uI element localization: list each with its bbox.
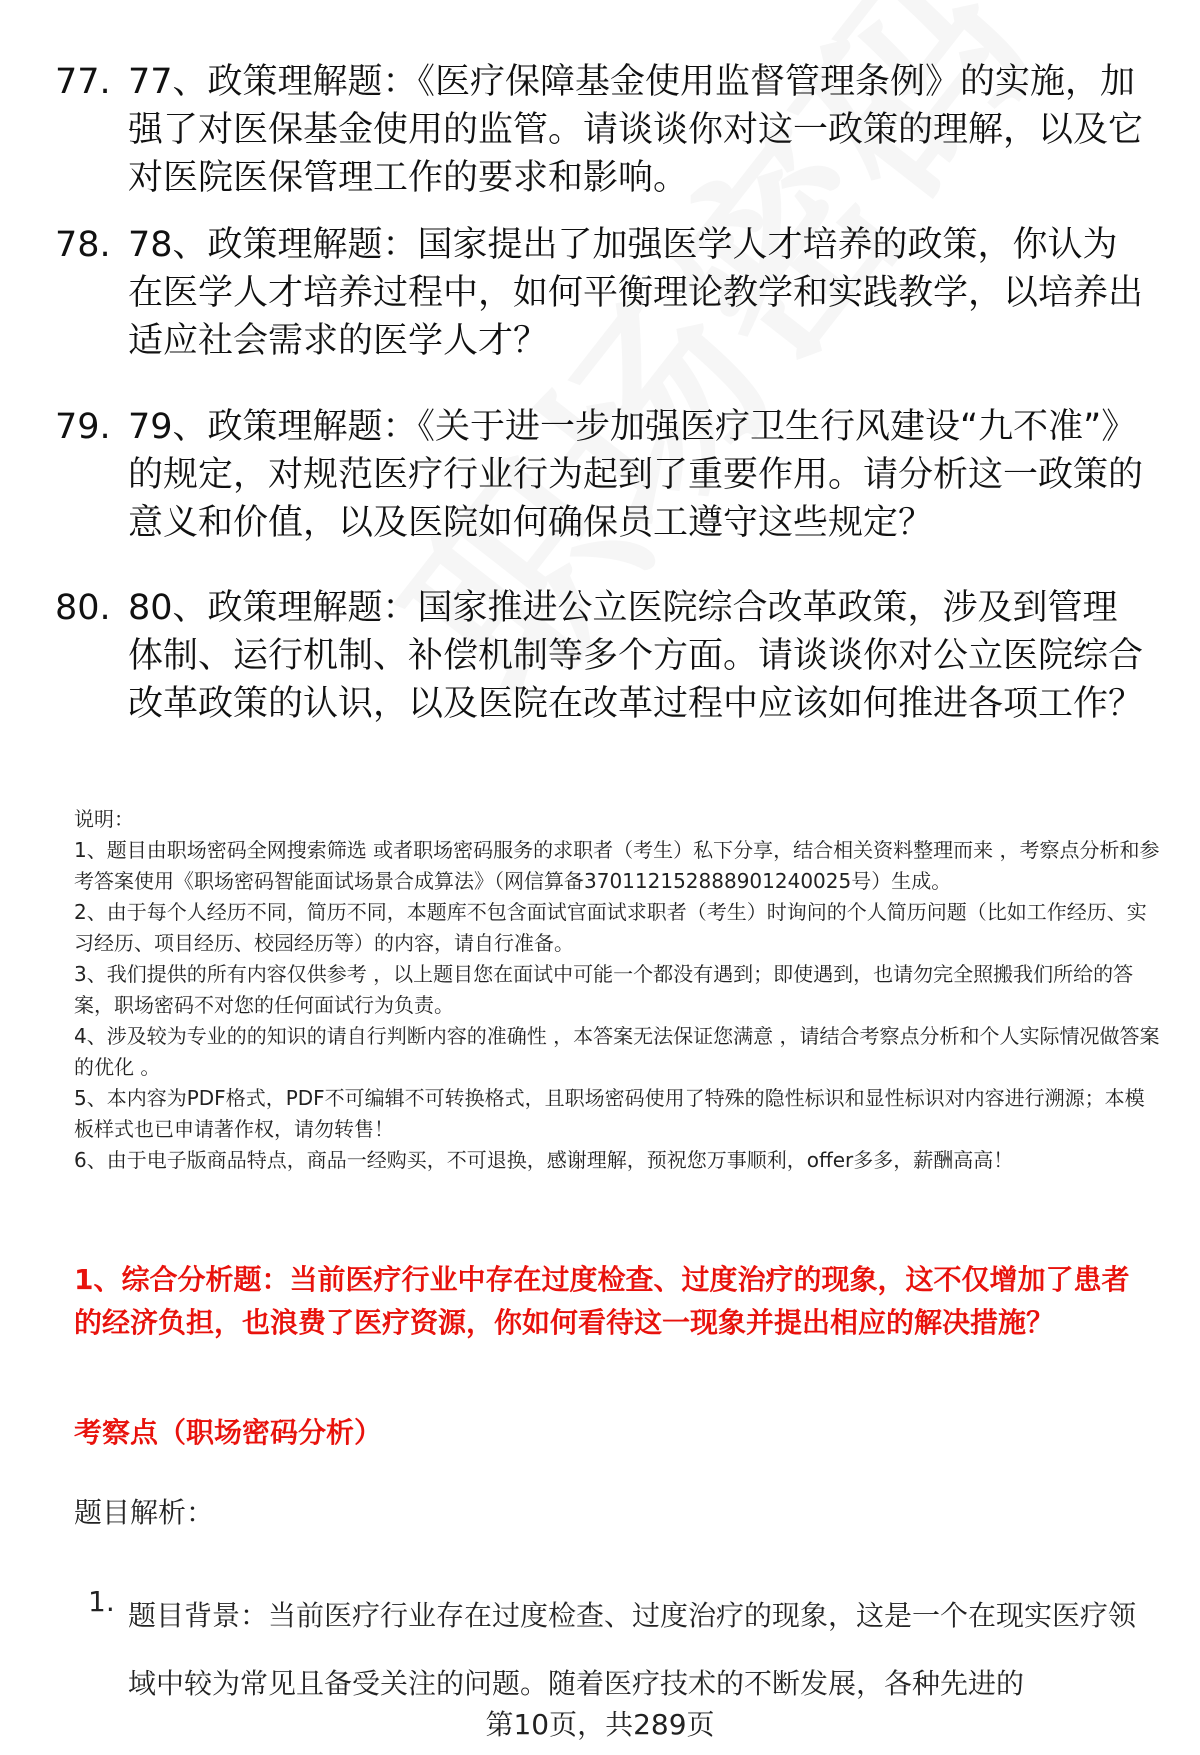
note-item: 3、我们提供的所有内容仅供参考 ，以上题目您在面试中可能一个都没有遇到；即使遇到，也请勿完全照搬我们所给的答案，职场密码不对您的任何面试行为负责。 (74, 962, 1134, 1017)
note-item: 4、涉及较为专业的的知识的请自行判断内容的准确性 ，本答案无法保证您满意 ，请结合考察点分析和个人实际情况做答案的优化 。 (74, 1024, 1160, 1079)
list-item-number: 1. (88, 1585, 115, 1618)
note-item: 1、题目由职场密码全网搜索筛选 或者职场密码服务的求职者（考生）私下分享，结合相关资料整理而来 ，考察点分析和参考答案使用《职场密码智能面试场景合成算法》（网信算备370112152888901240025号）生成。 (74, 838, 1160, 893)
question-text: 78、政策理解题：国家提出了加强医学人才培养的政策，你认为在医学人才培养过程中，如何平衡理论教学和实践教学，以培养出适应社会需求的医学人才？ (128, 225, 1144, 361)
note-item: 6、由于电子版商品特点，商品一经购买，不可退换，感谢理解，预祝您万事顺利，offer多多，薪酬高高！ (74, 1148, 1014, 1172)
question-text: 80、政策理解题：国家推进公立医院综合改革政策，涉及到管理体制、运行机制、补偿机制等多个方面。请谈谈你对公立医院综合改革政策的认识，以及医院在改革过程中应该如何推进各项工作？ (128, 588, 1144, 724)
section-question: 1、综合分析题：当前医疗行业中存在过度检查、过度治疗的现象，这不仅增加了患者的经济负担，也浪费了医疗资源，你如何看待这一现象并提出相应的解决措施？ (74, 1263, 1130, 1339)
question-number: 78. (55, 225, 111, 265)
question-number: 80. (55, 588, 111, 628)
analysis-heading: 题目解析： (74, 1496, 215, 1529)
question-number: 77. (55, 62, 111, 102)
assessment-point-heading: 考察点（职场密码分析） (74, 1416, 383, 1449)
note-item: 2、由于每个人经历不同，简历不同，本题库不包含面试官面试求职者（考生）时询问的个人简历问题（比如工作经历、实习经历、项目经历、校园经历等）的内容，请自行准备。 (74, 900, 1147, 955)
notes-heading: 说明： (74, 807, 134, 831)
question-text: 79、政策理解题：《关于进一步加强医疗卫生行风建设“九不准”》的规定，对规范医疗行业行为起到了重要作用。请分析这一政策的意义和价值，以及医院如何确保员工遵守这些规定？ (128, 407, 1144, 543)
notes-block (74, 804, 1160, 1176)
question-number: 79. (55, 407, 111, 447)
note-item: 5、本内容为PDF格式，PDF不可编辑不可转换格式，且职场密码使用了特殊的隐性标识和显性标识对内容进行溯源；本模板样式也已申请著作权，请勿转售！ (74, 1086, 1145, 1141)
page-footer: 第10页，共289页 (485, 1708, 715, 1741)
question-text: 77、政策理解题：《医疗保障基金使用监督管理条例》的实施，加强了对医保基金使用的监管。请谈谈你对这一政策的理解，以及它对医院医保管理工作的要求和影响。 (128, 62, 1144, 198)
list-item-text: 题目背景：当前医疗行业存在过度检查、过度治疗的现象，这是一个在现实医疗领域中较为常见且备受关注的问题。随着医疗技术的不断发展，各种先进的 (128, 1599, 1137, 1700)
